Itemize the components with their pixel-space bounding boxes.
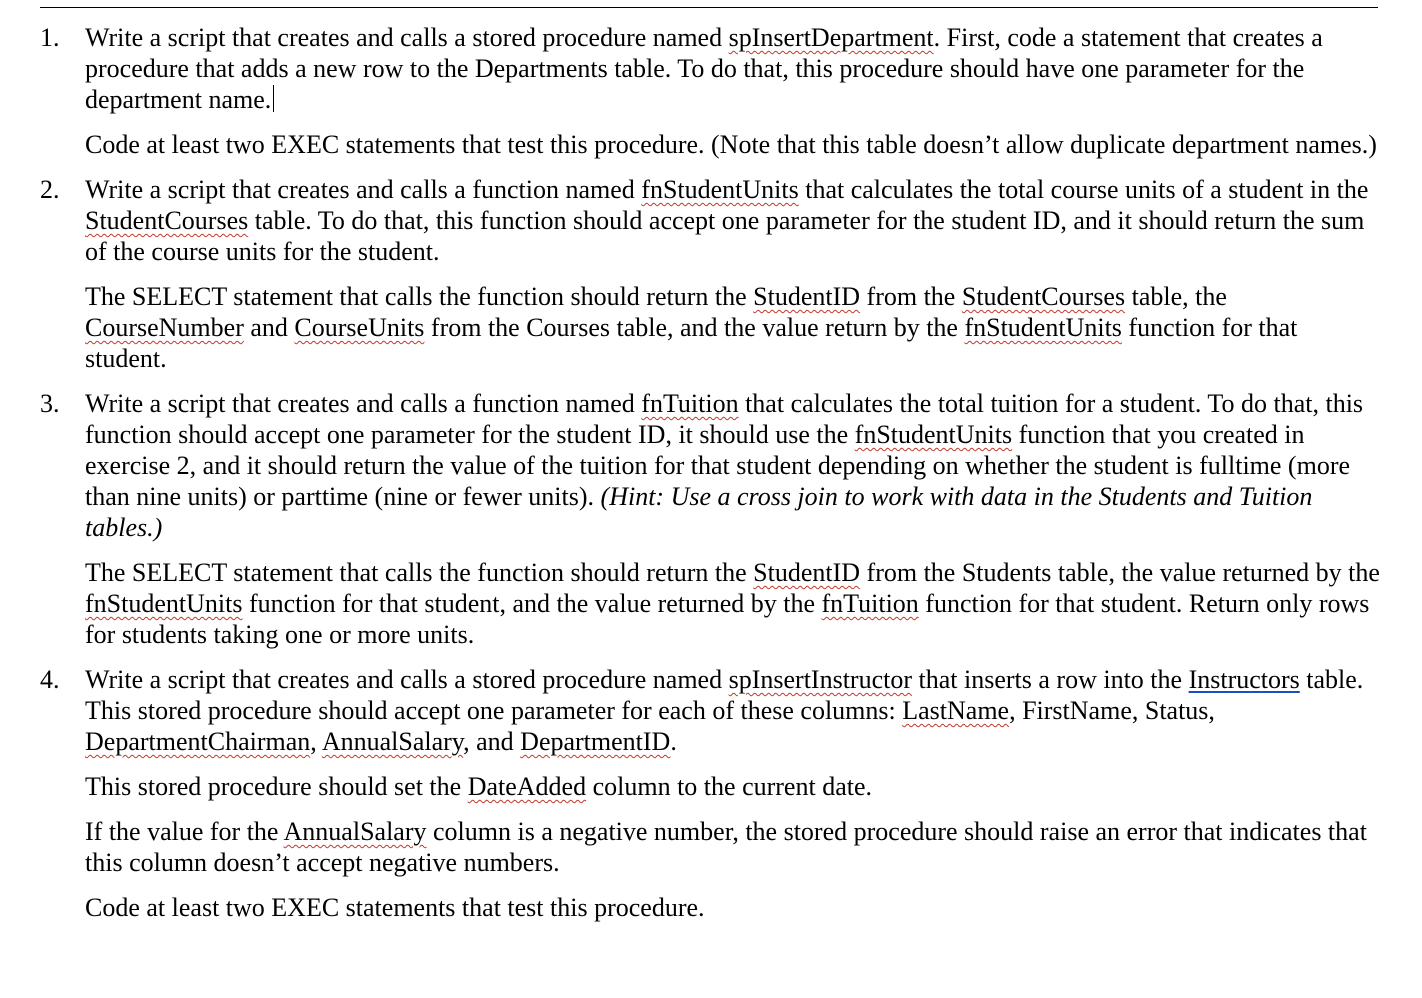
spellcheck-word[interactable]: DateAdded bbox=[467, 772, 587, 801]
text-run: from the Students table, the value returned by the bbox=[860, 558, 1380, 587]
spellcheck-word[interactable]: fnStudentUnits bbox=[85, 589, 243, 618]
text-run: table, the bbox=[1125, 282, 1227, 311]
exercise-1-paragraph-1[interactable] bbox=[85, 22, 1380, 115]
spellcheck-word[interactable]: CourseNumber bbox=[85, 313, 244, 342]
text-run: , bbox=[310, 727, 322, 756]
text-run: . bbox=[670, 727, 677, 756]
exercise-number: 1. bbox=[40, 23, 60, 52]
hint-text: (Hint: Use a cross join to work with data in the Students and Tuition tables.) bbox=[85, 482, 1313, 542]
spellcheck-word[interactable]: DepartmentID bbox=[520, 727, 671, 756]
spellcheck-word[interactable]: fnStudentUnits bbox=[964, 313, 1122, 342]
text-run: table. To do that, this function should accept one parameter for the student ID, and it should return the sum of the course units for the student. bbox=[85, 206, 1365, 266]
text-run: Write a script that creates and calls a stored procedure named bbox=[85, 665, 729, 694]
document-body bbox=[40, 22, 1380, 937]
spellcheck-word[interactable]: fnTuition bbox=[641, 389, 739, 418]
exercise-3-paragraph-1[interactable] bbox=[85, 388, 1380, 543]
exercise-3-paragraph-2[interactable] bbox=[85, 557, 1380, 650]
text-run: column to the current date. bbox=[586, 772, 872, 801]
spellcheck-word[interactable]: spInsertInstructor bbox=[728, 665, 913, 694]
text-run: column is a negative number, the stored procedure should raise an error that indicates that this column doesn’t accept negative numbers. bbox=[85, 817, 1367, 877]
text-run: that inserts a row into the bbox=[912, 665, 1189, 694]
text-run: that calculates the total tuition for a student. To do that, this function should accept one parameter for the student ID, it should use the bbox=[85, 389, 1364, 449]
text-run: The SELECT statement that calls the function should return the bbox=[85, 282, 754, 311]
exercise-4-paragraph-2[interactable] bbox=[85, 771, 1380, 802]
spellcheck-word[interactable]: fnTuition bbox=[821, 589, 919, 618]
text-run: . First, code a statement that creates a procedure that adds a new row to the Departments table. To do that, this procedure should have one parameter for the department name. bbox=[85, 23, 1323, 114]
text-run: function that you created in exercise 2, and it should return the value of the tuition for that student depending on whether the student is fulltime (more than nine units) or parttime (nine or fewer units). bbox=[85, 420, 1351, 511]
text-run: Write a script that creates and calls a stored procedure named bbox=[85, 23, 729, 52]
exercise-4-paragraph-3[interactable] bbox=[85, 816, 1380, 878]
text-run: from the Courses table, and the value return by the bbox=[424, 313, 965, 342]
spellcheck-word[interactable]: StudentID bbox=[753, 282, 861, 311]
spellcheck-word[interactable]: spInsertDepartment bbox=[728, 23, 934, 52]
exercise-number: 4. bbox=[40, 665, 60, 694]
text-run: This stored procedure should set the bbox=[85, 772, 468, 801]
exercise-4-paragraph-1[interactable] bbox=[85, 664, 1380, 757]
spellcheck-word[interactable]: AnnualSalary bbox=[321, 727, 464, 756]
spellcheck-word[interactable]: LastName bbox=[902, 696, 1010, 725]
exercise-number: 2. bbox=[40, 175, 60, 204]
text-run: Write a script that creates and calls a function named bbox=[85, 389, 642, 418]
text-run: function for that student. bbox=[85, 313, 1298, 373]
spellcheck-word[interactable]: StudentCourses bbox=[85, 206, 249, 235]
text-run: and bbox=[243, 313, 295, 342]
exercise-1 bbox=[40, 22, 1380, 160]
text-run: that calculates the total course units of a student in the bbox=[798, 175, 1369, 204]
text-run: Write a script that creates and calls a function named bbox=[85, 175, 642, 204]
text-run: function for that student. Return only rows for students taking one or more units. bbox=[85, 589, 1370, 649]
spellcheck-word[interactable]: StudentCourses bbox=[961, 282, 1126, 311]
exercise-2-paragraph-1[interactable] bbox=[85, 174, 1380, 267]
instructors-link[interactable]: Instructors bbox=[1188, 665, 1300, 694]
text-run: The SELECT statement that calls the function should return the bbox=[85, 558, 754, 587]
text-run: , and bbox=[463, 727, 521, 756]
spellcheck-word[interactable]: fnStudentUnits bbox=[641, 175, 799, 204]
exercise-2 bbox=[40, 174, 1380, 374]
exercise-number: 3. bbox=[40, 389, 60, 418]
spellcheck-word[interactable]: AnnualSalary bbox=[283, 817, 427, 846]
text-run: function for that student, and the value returned by the bbox=[242, 589, 822, 618]
text-run: from the bbox=[860, 282, 962, 311]
text-cursor bbox=[273, 85, 274, 112]
exercise-4 bbox=[40, 664, 1380, 923]
top-rule bbox=[40, 7, 1378, 8]
exercise-4-paragraph-4[interactable]: Code at least two EXEC statements that test this procedure. bbox=[85, 893, 705, 922]
spellcheck-word[interactable]: CourseUnits bbox=[294, 313, 425, 342]
exercise-2-paragraph-2[interactable] bbox=[85, 281, 1380, 374]
spellcheck-word[interactable]: StudentID bbox=[753, 558, 861, 587]
text-run: , FirstName, Status, bbox=[1009, 696, 1215, 725]
spellcheck-word[interactable]: DepartmentChairman bbox=[85, 727, 311, 756]
exercise-1-paragraph-2[interactable]: Code at least two EXEC statements that test this procedure. (Note that this table doesn’t allow duplicate department names.) bbox=[85, 130, 1377, 159]
exercise-3 bbox=[40, 388, 1380, 650]
spellcheck-word[interactable]: fnStudentUnits bbox=[854, 420, 1013, 449]
text-run: table. This stored procedure should accept one parameter for each of these columns: bbox=[85, 665, 1364, 725]
text-run: If the value for the bbox=[85, 817, 284, 846]
